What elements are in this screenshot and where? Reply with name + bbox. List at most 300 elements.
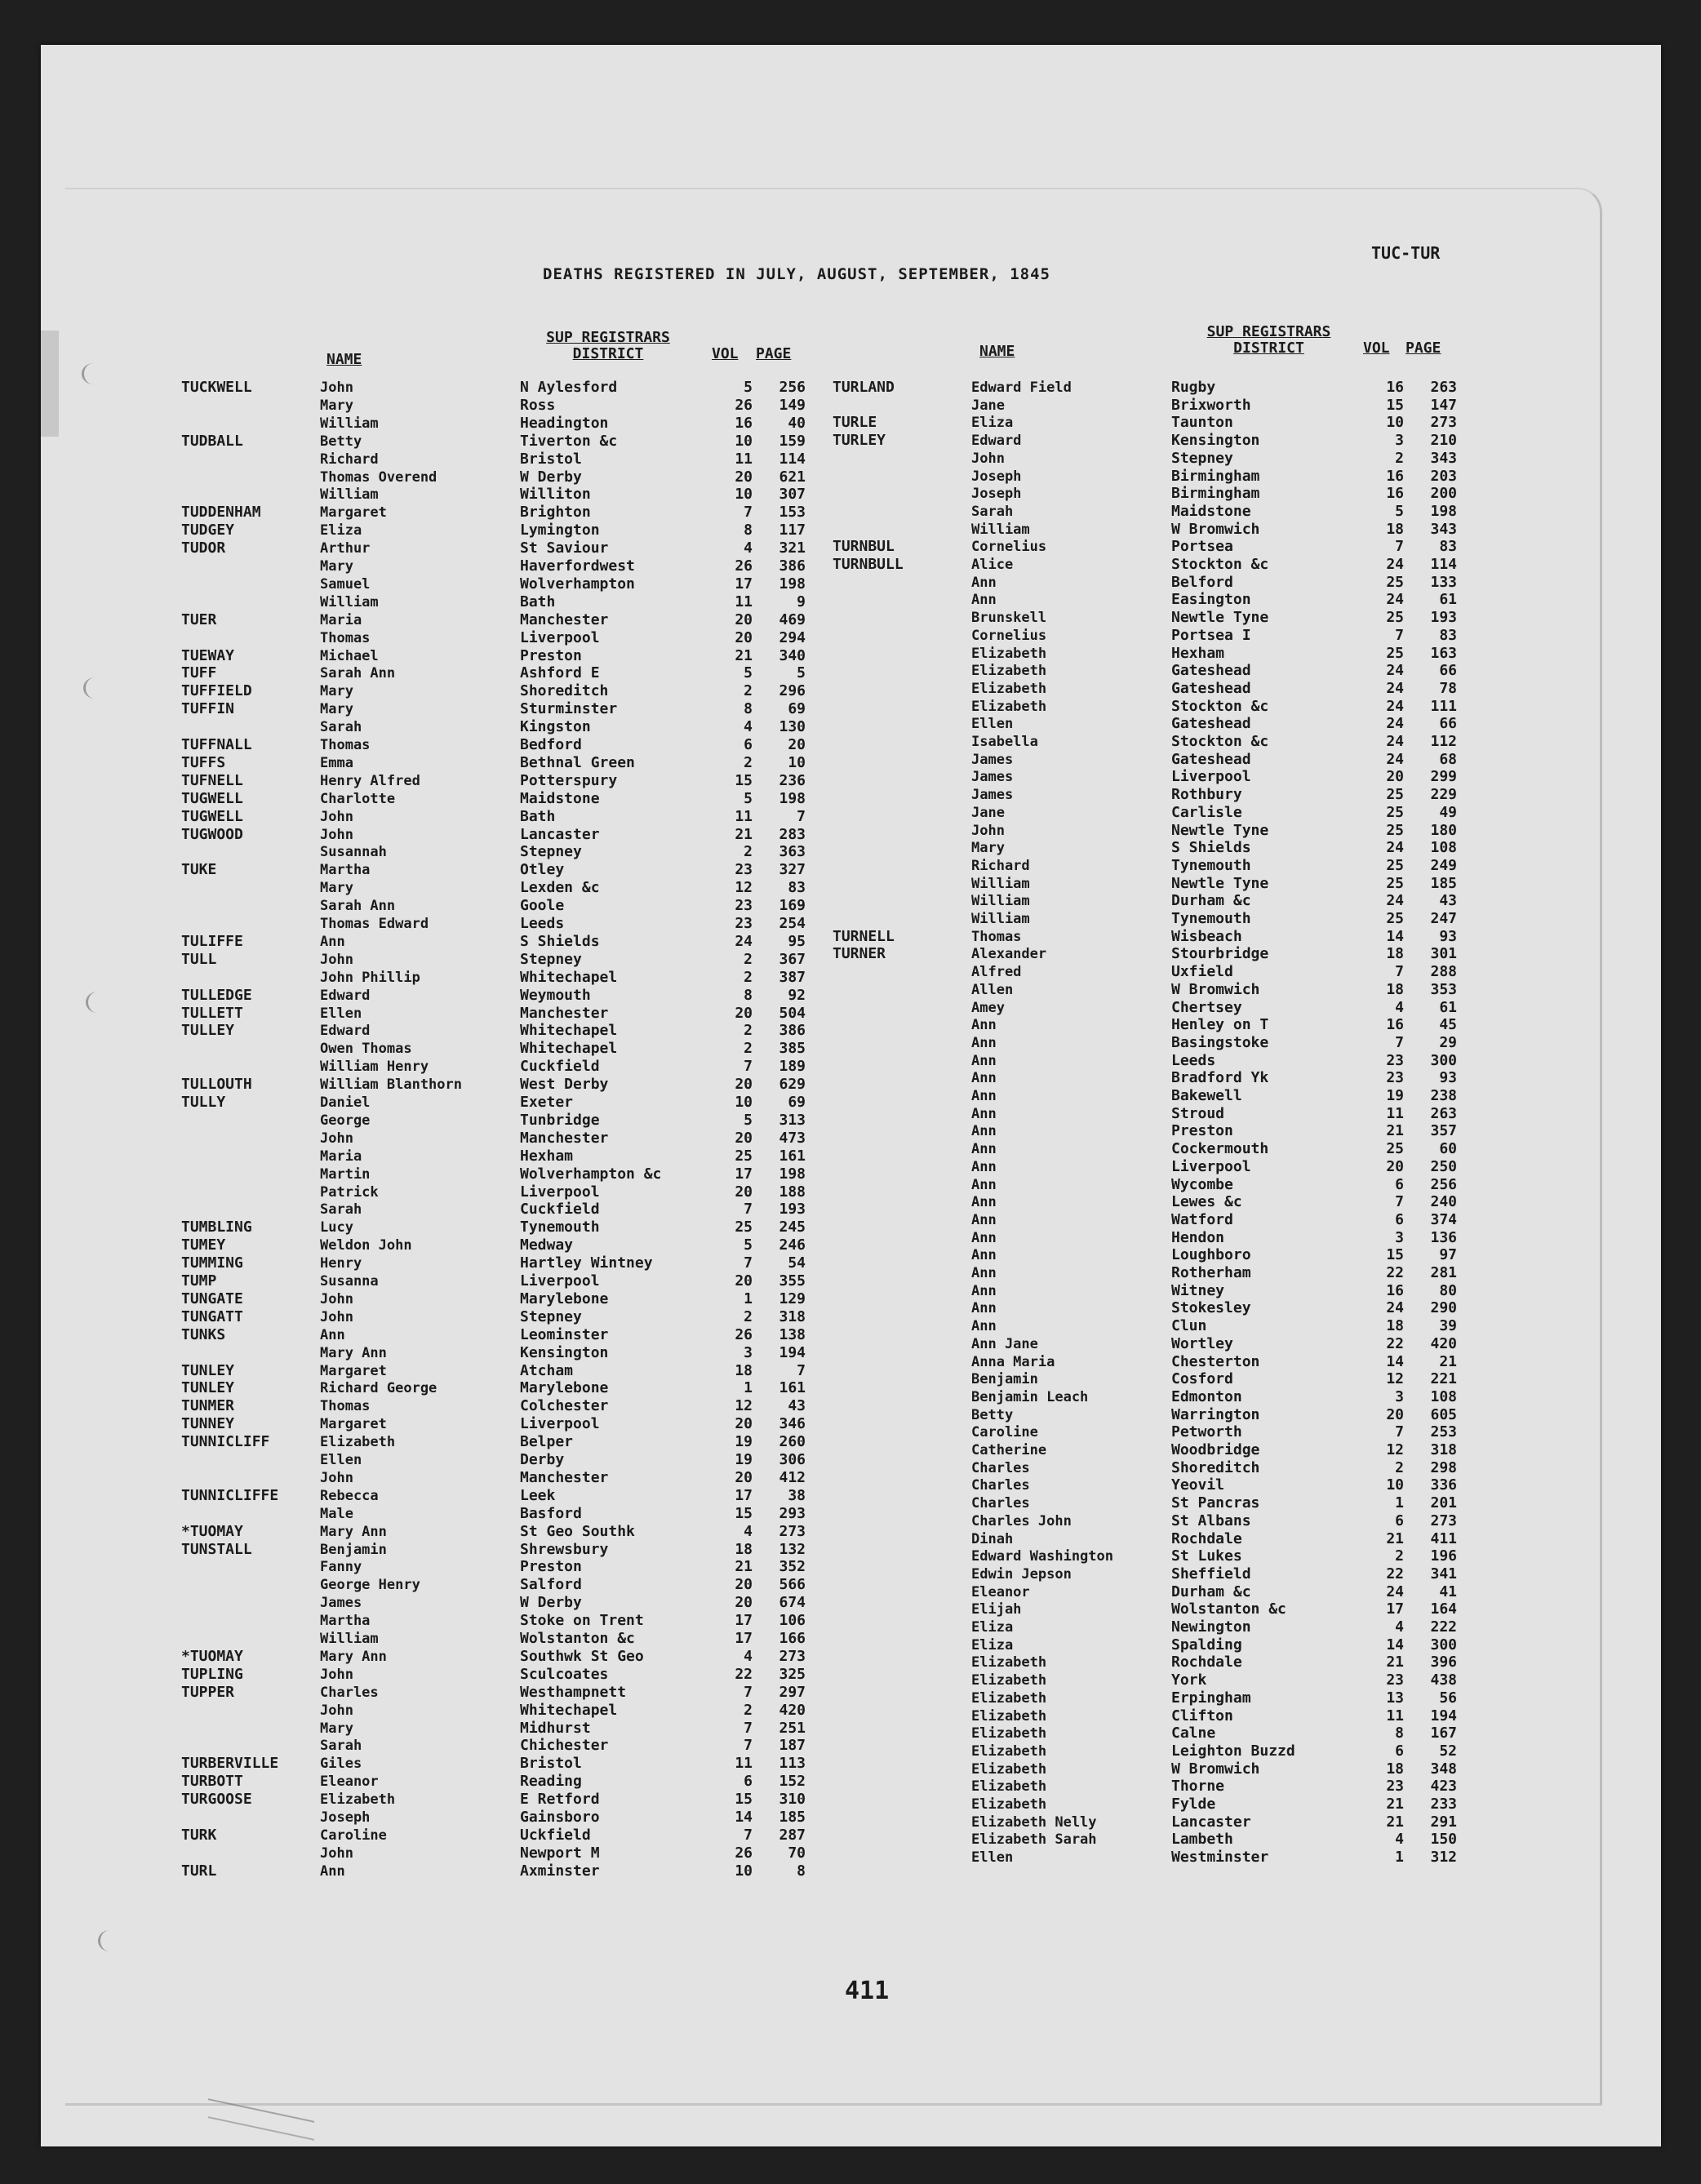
entry-volume: 20 bbox=[1386, 768, 1404, 786]
register-entry bbox=[181, 379, 818, 397]
entry-district: Erpingham bbox=[1171, 1689, 1251, 1707]
entry-district: Axminster bbox=[520, 1862, 600, 1880]
register-entry bbox=[833, 538, 1469, 556]
entry-volume: 26 bbox=[735, 396, 753, 414]
entry-volume: 25 bbox=[1386, 856, 1404, 874]
entry-page: 355 bbox=[779, 1272, 806, 1290]
entry-surname: TUFFS bbox=[181, 753, 226, 771]
entry-volume: 26 bbox=[735, 1844, 753, 1862]
entry-district: Belper bbox=[520, 1433, 574, 1451]
entry-page: 193 bbox=[779, 1201, 806, 1219]
entry-volume: 11 bbox=[735, 1755, 753, 1773]
register-entry bbox=[833, 1317, 1469, 1335]
entry-forename: William bbox=[971, 521, 1030, 538]
entry-district: Chesterton bbox=[1171, 1352, 1260, 1370]
entry-volume: 24 bbox=[1386, 556, 1404, 573]
entry-district: Bedford bbox=[520, 736, 582, 753]
entry-page: 263 bbox=[1430, 379, 1457, 396]
entry-volume: 22 bbox=[1386, 1264, 1404, 1281]
entry-volume: 6 bbox=[744, 1773, 753, 1791]
entry-volume: 25 bbox=[1386, 644, 1404, 662]
entry-surname: TUMP bbox=[181, 1272, 217, 1290]
entry-page: 298 bbox=[1430, 1458, 1457, 1476]
entry-volume: 21 bbox=[735, 1558, 753, 1576]
entry-forename: Ann bbox=[971, 1247, 997, 1264]
entry-page: 229 bbox=[1430, 786, 1457, 804]
entry-page: 149 bbox=[779, 396, 806, 414]
register-entry bbox=[833, 1229, 1469, 1247]
entry-volume: 12 bbox=[1386, 1441, 1404, 1458]
entry-volume: 7 bbox=[744, 504, 753, 522]
entry-district: York bbox=[1171, 1671, 1207, 1689]
register-entry bbox=[181, 1219, 818, 1236]
entry-district: Basford bbox=[520, 1504, 582, 1522]
entry-district: E Retford bbox=[520, 1791, 600, 1809]
entry-district: Tiverton &c bbox=[520, 432, 618, 450]
entry-volume: 25 bbox=[1386, 786, 1404, 804]
entry-district: Lancaster bbox=[520, 825, 600, 843]
entry-volume: 3 bbox=[1395, 1387, 1404, 1405]
entry-district: Bath bbox=[520, 807, 556, 825]
entry-volume: 16 bbox=[1386, 485, 1404, 503]
entry-volume: 23 bbox=[1386, 1069, 1404, 1087]
entry-district: Wortley bbox=[1171, 1334, 1233, 1352]
entry-page: 40 bbox=[788, 414, 806, 432]
entry-district: Leeds bbox=[1171, 1051, 1216, 1069]
entry-district: Gateshead bbox=[1171, 662, 1251, 680]
entry-forename: Joseph bbox=[971, 486, 1022, 503]
entry-volume: 7 bbox=[744, 1719, 753, 1737]
entry-volume: 6 bbox=[1395, 1175, 1404, 1193]
entry-volume: 24 bbox=[1386, 892, 1404, 910]
entry-forename: John bbox=[971, 450, 1005, 467]
entry-district: Stoke on Trent bbox=[520, 1612, 644, 1630]
entry-forename: Ann bbox=[971, 1105, 997, 1122]
entry-page: 327 bbox=[779, 861, 806, 879]
entry-forename: Ann bbox=[971, 1265, 997, 1281]
entry-forename: Isabella bbox=[971, 734, 1038, 750]
entry-volume: 11 bbox=[735, 450, 753, 468]
register-entry bbox=[181, 1005, 818, 1023]
entry-volume: 7 bbox=[744, 1737, 753, 1755]
entry-volume: 25 bbox=[1386, 573, 1404, 591]
entry-district: W Bromwich bbox=[1171, 1760, 1260, 1778]
entry-page: 108 bbox=[1430, 1387, 1457, 1405]
register-entry bbox=[833, 503, 1469, 521]
register-entry bbox=[833, 981, 1469, 999]
register-entry bbox=[833, 1282, 1469, 1300]
entry-volume: 2 bbox=[744, 1022, 753, 1040]
entry-district: Lymington bbox=[520, 522, 600, 539]
entry-district: Basingstoke bbox=[1171, 1033, 1269, 1051]
register-entry bbox=[181, 1076, 818, 1094]
entry-district: Warrington bbox=[1171, 1405, 1260, 1423]
entry-district: Wolverhampton bbox=[520, 575, 635, 593]
entry-forename: Ellen bbox=[320, 1005, 362, 1022]
entry-forename: Ann Jane bbox=[971, 1335, 1038, 1352]
entry-page: 336 bbox=[1430, 1476, 1457, 1494]
entry-surname: TUNMER bbox=[181, 1397, 235, 1415]
register-entry bbox=[833, 1406, 1469, 1424]
entry-forename: Elijah bbox=[971, 1601, 1022, 1618]
entry-volume: 8 bbox=[744, 522, 753, 539]
entry-district: Easington bbox=[1171, 591, 1251, 609]
entry-district: Bath bbox=[520, 593, 556, 610]
entry-page: 83 bbox=[1439, 626, 1457, 644]
entry-volume: 18 bbox=[1386, 1760, 1404, 1778]
entry-forename: Elizabeth bbox=[971, 1672, 1047, 1689]
entry-page: 357 bbox=[1430, 1122, 1457, 1140]
entry-volume: 21 bbox=[735, 825, 753, 843]
entry-page: 166 bbox=[779, 1630, 806, 1647]
entry-forename: John bbox=[320, 380, 353, 396]
register-entry bbox=[833, 485, 1469, 503]
entry-page: 66 bbox=[1439, 715, 1457, 733]
register-entry bbox=[181, 1862, 818, 1880]
entry-district: Uckfield bbox=[520, 1826, 591, 1844]
entry-district: Taunton bbox=[1171, 414, 1233, 432]
entry-forename: John bbox=[320, 826, 353, 843]
entry-page: 70 bbox=[788, 1844, 806, 1862]
entry-page: 114 bbox=[1430, 556, 1457, 573]
entry-page: 189 bbox=[779, 1058, 806, 1076]
entry-page: 147 bbox=[1430, 396, 1457, 414]
entry-volume: 5 bbox=[744, 664, 753, 682]
register-entry bbox=[833, 1725, 1469, 1742]
entry-volume: 11 bbox=[735, 807, 753, 825]
entry-forename: John bbox=[320, 1702, 353, 1719]
entry-page: 281 bbox=[1430, 1264, 1457, 1281]
entry-forename: Charles bbox=[320, 1684, 379, 1701]
entry-page: 251 bbox=[779, 1719, 806, 1737]
sup-registrars-header: SUP REGISTRARS bbox=[546, 329, 670, 346]
entry-district: Leek bbox=[520, 1486, 556, 1504]
register-entry bbox=[833, 1140, 1469, 1158]
entry-forename: Susannah bbox=[320, 844, 387, 861]
entry-forename: Ann bbox=[320, 1326, 345, 1343]
entry-page: 387 bbox=[779, 968, 806, 986]
entry-volume: 7 bbox=[1395, 538, 1404, 556]
entry-forename: Sarah Ann bbox=[320, 665, 396, 682]
entry-surname: TUDGEY bbox=[181, 522, 235, 539]
entry-page: 114 bbox=[779, 450, 806, 468]
entry-volume: 20 bbox=[735, 1004, 753, 1022]
entry-district: Gateshead bbox=[1171, 679, 1251, 697]
entry-forename: Lucy bbox=[320, 1219, 353, 1236]
entry-volume: 2 bbox=[1395, 449, 1404, 467]
entry-page: 240 bbox=[1430, 1193, 1457, 1211]
entry-volume: 15 bbox=[1386, 396, 1404, 414]
entry-volume: 20 bbox=[735, 628, 753, 646]
entry-page: 254 bbox=[779, 915, 806, 932]
entry-district: Birmingham bbox=[1171, 467, 1260, 485]
register-entry bbox=[833, 1122, 1469, 1140]
entry-page: 629 bbox=[779, 1076, 806, 1094]
entry-volume: 18 bbox=[735, 1540, 753, 1558]
entry-forename: Sarah bbox=[320, 1738, 362, 1755]
entry-page: 273 bbox=[779, 1647, 806, 1665]
register-entry bbox=[833, 999, 1469, 1017]
entry-surname: TURNER bbox=[833, 945, 886, 963]
entry-volume: 10 bbox=[1386, 1476, 1404, 1494]
register-entry bbox=[181, 486, 818, 504]
entry-page: 260 bbox=[779, 1433, 806, 1451]
entry-district: Maidstone bbox=[520, 789, 600, 807]
entry-volume: 7 bbox=[1395, 963, 1404, 981]
register-entry bbox=[833, 786, 1469, 804]
entry-volume: 6 bbox=[1395, 1742, 1404, 1760]
entry-district: Carlisle bbox=[1171, 803, 1242, 821]
entry-page: 152 bbox=[779, 1773, 806, 1791]
page-title: DEATHS REGISTERED IN JULY, AUGUST, SEPTEMBER, 1845 bbox=[543, 265, 1050, 283]
entry-volume: 16 bbox=[1386, 379, 1404, 396]
entry-volume: 2 bbox=[744, 1040, 753, 1058]
register-entry bbox=[181, 1308, 818, 1326]
register-entry bbox=[181, 1684, 818, 1702]
register-entry bbox=[833, 379, 1469, 397]
register-entry bbox=[833, 928, 1469, 946]
entry-volume: 19 bbox=[735, 1451, 753, 1468]
entry-volume: 25 bbox=[1386, 910, 1404, 927]
entry-volume: 17 bbox=[735, 1630, 753, 1647]
entry-district: Ross bbox=[520, 396, 556, 414]
entry-volume: 15 bbox=[735, 1504, 753, 1522]
entry-forename: Caroline bbox=[971, 1424, 1038, 1441]
entry-volume: 2 bbox=[744, 950, 753, 968]
entry-surname: TUNNEY bbox=[181, 1415, 235, 1433]
entry-district: Shrewsbury bbox=[520, 1540, 609, 1558]
register-entry bbox=[833, 1441, 1469, 1459]
entry-district: St Geo Southk bbox=[520, 1522, 635, 1540]
entry-forename: Eliza bbox=[320, 522, 362, 539]
register-entry bbox=[833, 945, 1469, 963]
entry-district: West Derby bbox=[520, 1076, 609, 1094]
register-entry bbox=[181, 1702, 818, 1720]
entry-forename: Elizabeth bbox=[971, 645, 1047, 662]
entry-volume: 10 bbox=[735, 486, 753, 504]
register-entry bbox=[181, 933, 818, 951]
register-entry bbox=[833, 910, 1469, 928]
entry-forename: Michael bbox=[320, 647, 379, 664]
entry-surname: TURLEY bbox=[833, 432, 886, 450]
register-entry bbox=[833, 1547, 1469, 1565]
entry-district: Stroud bbox=[1171, 1104, 1225, 1122]
entry-surname: TUNSTALL bbox=[181, 1540, 252, 1558]
entry-page: 221 bbox=[1430, 1370, 1457, 1388]
entry-surname: TULLY bbox=[181, 1094, 226, 1111]
entry-surname: TUPPER bbox=[181, 1683, 235, 1701]
entry-volume: 12 bbox=[1386, 1370, 1404, 1388]
entry-district: Chichester bbox=[520, 1737, 609, 1755]
entry-page: 310 bbox=[779, 1791, 806, 1809]
entry-district: Exeter bbox=[520, 1094, 574, 1111]
entry-district: Wolstanton &c bbox=[520, 1630, 635, 1647]
register-entry bbox=[833, 1565, 1469, 1583]
register-entry bbox=[833, 1459, 1469, 1477]
entry-forename: Mary bbox=[320, 558, 353, 575]
entry-forename: Maria bbox=[320, 1147, 362, 1165]
entry-volume: 20 bbox=[735, 1415, 753, 1433]
entry-surname: TUPLING bbox=[181, 1665, 243, 1683]
entry-forename: Ann bbox=[971, 1158, 997, 1175]
entry-forename: Samuel bbox=[320, 575, 371, 593]
entry-forename: Elizabeth bbox=[971, 680, 1047, 697]
entry-volume: 2 bbox=[744, 753, 753, 771]
entry-volume: 7 bbox=[744, 1201, 753, 1219]
entry-surname: TUNNICLIFFE bbox=[181, 1486, 279, 1504]
entry-district: Salford bbox=[520, 1576, 582, 1594]
entry-forename: Ann bbox=[971, 1229, 997, 1246]
entry-forename: Margaret bbox=[320, 1416, 387, 1433]
register-entry bbox=[181, 1451, 818, 1469]
entry-page: 283 bbox=[779, 825, 806, 843]
entry-volume: 21 bbox=[1386, 1654, 1404, 1671]
entry-surname: TUER bbox=[181, 610, 217, 628]
register-entry bbox=[833, 1600, 1469, 1618]
entry-district: Hartley Wintney bbox=[520, 1254, 653, 1272]
register-entry bbox=[833, 1813, 1469, 1831]
entry-forename: Eleanor bbox=[971, 1583, 1030, 1600]
entry-page: 80 bbox=[1439, 1281, 1457, 1299]
register-entry bbox=[181, 1666, 818, 1684]
entry-volume: 26 bbox=[735, 1325, 753, 1343]
entry-district: Uxfield bbox=[1171, 963, 1233, 981]
register-entry bbox=[181, 557, 818, 575]
register-entry bbox=[181, 897, 818, 915]
entry-page: 61 bbox=[1439, 998, 1457, 1016]
entry-volume: 16 bbox=[735, 414, 753, 432]
entry-district: Wolverhampton &c bbox=[520, 1165, 662, 1183]
entry-page: 159 bbox=[779, 432, 806, 450]
entry-page: 138 bbox=[779, 1325, 806, 1343]
register-entry bbox=[833, 1353, 1469, 1371]
register-entry bbox=[181, 539, 818, 557]
entry-volume: 4 bbox=[1395, 998, 1404, 1016]
entry-volume: 23 bbox=[735, 915, 753, 932]
entry-volume: 7 bbox=[1395, 1423, 1404, 1441]
entry-volume: 24 bbox=[1386, 1583, 1404, 1600]
entry-page: 293 bbox=[779, 1504, 806, 1522]
register-entry bbox=[833, 1052, 1469, 1070]
entry-district: N Aylesford bbox=[520, 379, 618, 396]
entry-volume: 21 bbox=[1386, 1122, 1404, 1140]
entry-surname: TUNNICLIFF bbox=[181, 1433, 270, 1451]
entry-volume: 17 bbox=[735, 1612, 753, 1630]
entry-forename: Elizabeth bbox=[971, 1742, 1047, 1760]
register-entry bbox=[833, 609, 1469, 627]
register-entry bbox=[181, 1112, 818, 1130]
entry-forename: James bbox=[971, 751, 1014, 768]
entry-district: Brighton bbox=[520, 504, 591, 522]
entry-page: 343 bbox=[1430, 449, 1457, 467]
entry-district: Sheffield bbox=[1171, 1565, 1251, 1583]
register-entry bbox=[181, 1558, 818, 1576]
entry-page: 39 bbox=[1439, 1317, 1457, 1335]
entry-page: 68 bbox=[1439, 750, 1457, 768]
entry-forename: Cornelius bbox=[971, 539, 1047, 556]
register-entry bbox=[181, 861, 818, 879]
entry-page: 412 bbox=[779, 1468, 806, 1486]
entry-district: St Pancras bbox=[1171, 1494, 1260, 1512]
entry-page: 198 bbox=[779, 789, 806, 807]
entry-volume: 2 bbox=[744, 1701, 753, 1719]
punch-hole bbox=[86, 992, 109, 1013]
entry-page: 112 bbox=[1430, 733, 1457, 750]
entry-district: Durham &c bbox=[1171, 1583, 1251, 1600]
entry-volume: 1 bbox=[744, 1379, 753, 1397]
entry-page: 61 bbox=[1439, 591, 1457, 609]
entry-volume: 8 bbox=[744, 986, 753, 1004]
entry-forename: Ann bbox=[971, 1052, 997, 1069]
entry-district: Stepney bbox=[520, 843, 582, 861]
register-entry bbox=[833, 645, 1469, 663]
register-entry bbox=[181, 1737, 818, 1755]
entry-district: Bradford Yk bbox=[1171, 1069, 1269, 1087]
entry-district: Wisbeach bbox=[1171, 927, 1242, 945]
entry-volume: 21 bbox=[735, 646, 753, 664]
entry-forename: Richard bbox=[971, 857, 1030, 874]
entry-surname: TUMMING bbox=[181, 1254, 243, 1272]
entry-district: Yeovil bbox=[1171, 1476, 1225, 1494]
entry-forename: Betty bbox=[971, 1406, 1014, 1423]
entry-forename: Elizabeth bbox=[320, 1434, 396, 1451]
entry-volume: 15 bbox=[735, 1791, 753, 1809]
register-entry bbox=[181, 1094, 818, 1112]
register-entry bbox=[181, 1254, 818, 1272]
register-entry bbox=[833, 468, 1469, 486]
entry-district: Weymouth bbox=[520, 986, 591, 1004]
register-entry bbox=[181, 915, 818, 933]
register-entry bbox=[181, 1022, 818, 1040]
entry-district: W Bromwich bbox=[1171, 520, 1260, 538]
entry-volume: 23 bbox=[1386, 1778, 1404, 1796]
register-entry bbox=[833, 574, 1469, 592]
entry-volume: 16 bbox=[1386, 1016, 1404, 1034]
entry-forename: Ann bbox=[971, 1194, 997, 1211]
entry-page: 312 bbox=[1430, 1849, 1457, 1867]
entry-forename: John bbox=[971, 822, 1005, 839]
entry-forename: William Blanthorn bbox=[320, 1076, 462, 1094]
entry-forename: Ellen bbox=[320, 1452, 362, 1468]
entry-volume: 7 bbox=[744, 1826, 753, 1844]
register-entry bbox=[181, 1469, 818, 1487]
entry-district: Liverpool bbox=[1171, 768, 1251, 786]
entry-surname: TURNBULL bbox=[833, 556, 904, 573]
entry-forename: Henry bbox=[320, 1255, 362, 1272]
entry-volume: 24 bbox=[1386, 697, 1404, 715]
entry-district: Kensington bbox=[520, 1343, 609, 1361]
entry-district: Bethnal Green bbox=[520, 753, 635, 771]
entry-forename: Caroline bbox=[320, 1827, 387, 1844]
entry-page: 164 bbox=[1430, 1600, 1457, 1618]
entry-surname: TUFNELL bbox=[181, 771, 243, 789]
entry-page: 56 bbox=[1439, 1689, 1457, 1707]
register-entry bbox=[181, 1130, 818, 1147]
register-entry bbox=[833, 1671, 1469, 1689]
entry-page: 108 bbox=[1430, 839, 1457, 857]
entry-forename: Eleanor bbox=[320, 1773, 379, 1791]
entry-district: Lambeth bbox=[1171, 1831, 1233, 1849]
entry-surname: TUNGATE bbox=[181, 1290, 243, 1307]
entry-page: 367 bbox=[779, 950, 806, 968]
entry-page: 200 bbox=[1430, 485, 1457, 503]
entry-forename: Henry Alfred bbox=[320, 772, 420, 789]
entry-page: 343 bbox=[1430, 520, 1457, 538]
entry-forename: Benjamin Leach bbox=[971, 1388, 1089, 1405]
entry-page: 469 bbox=[779, 610, 806, 628]
register-entry bbox=[833, 1707, 1469, 1725]
entry-page: 45 bbox=[1439, 1016, 1457, 1034]
